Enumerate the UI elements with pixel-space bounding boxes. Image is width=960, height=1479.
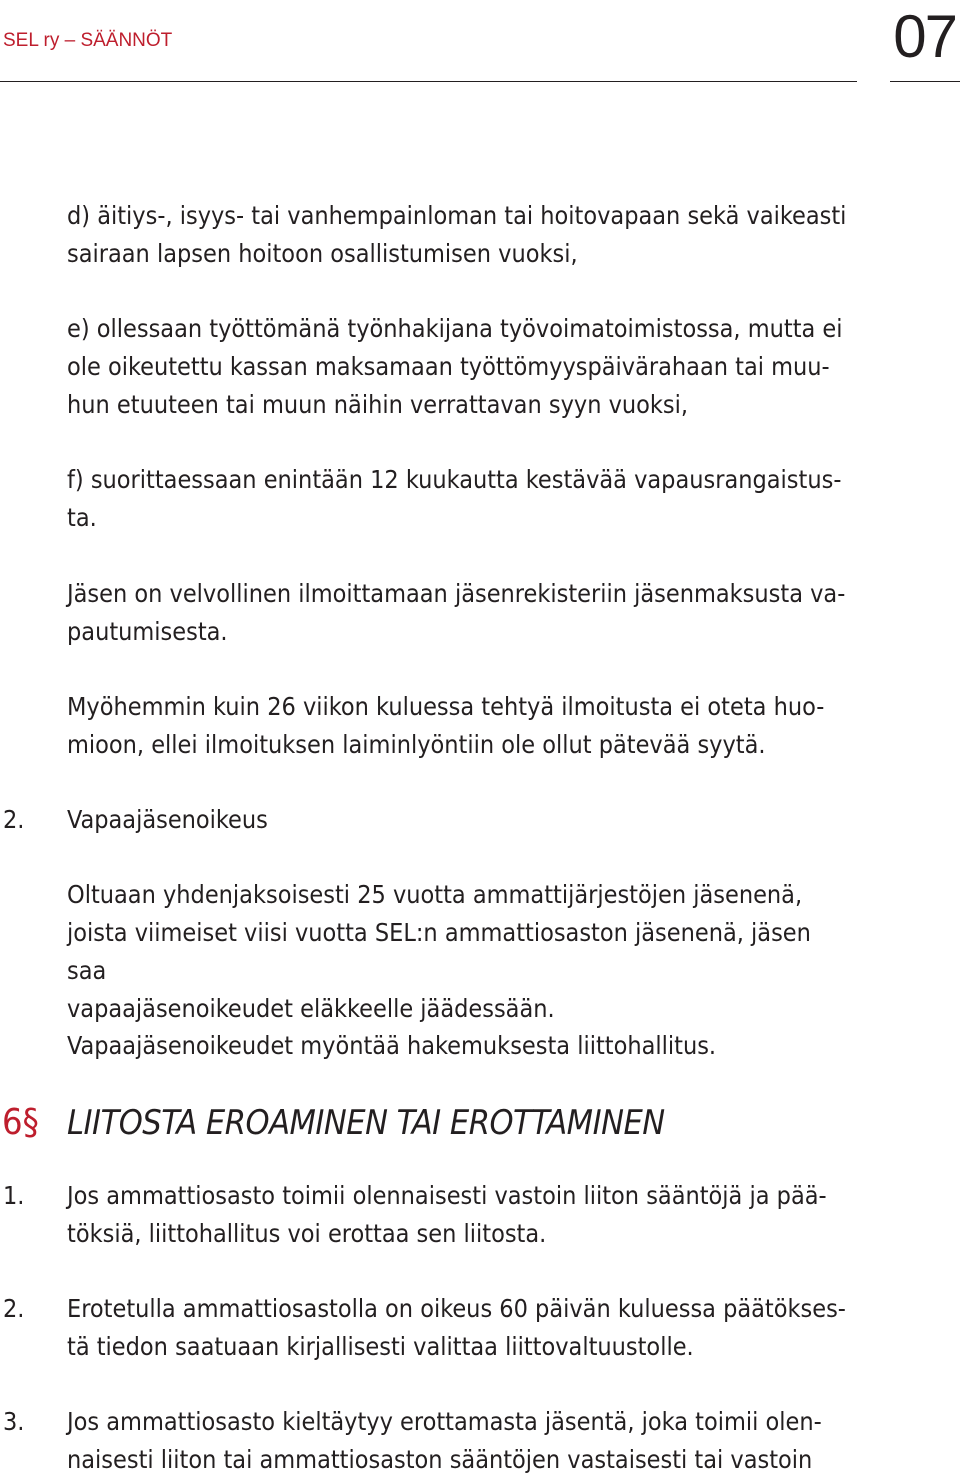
section-title: LIITOSTA EROAMINEN TAI EROTTAMINEN [67, 1103, 665, 1143]
page-number: 07 [893, 3, 956, 70]
paragraph-late-notification [67, 688, 855, 764]
subsection-number: 2. [3, 805, 25, 834]
section-item [67, 1177, 855, 1253]
text-line: naisesti liiton tai ammattiosaston sääntöjen vastaisesti tai vastoin [67, 1445, 813, 1474]
text-line: f) suorittaessaan enintään 12 kuukautta kestävää vapausrangaistus- [67, 465, 842, 494]
text-line: Oltuaan yhdenjaksoisesti 25 vuotta ammattijärjestöjen jäsenenä, [67, 880, 803, 909]
text-line: joista viimeiset viisi vuotta SEL:n ammattiosaston jäsenenä, jäsen saa [67, 918, 811, 985]
text-line: Jäsen on velvollinen ilmoittamaan jäsenrekisteriin jäsenmaksusta va- [67, 579, 846, 608]
document-header-title: SEL ry – SÄÄNNÖT [3, 30, 173, 51]
text-line: ole oikeutettu kassan maksamaan työttömyyspäivärahaan tai muu- [67, 352, 830, 381]
text-line: Vapaajäsenoikeudet myöntää hakemuksesta liittohallitus. [67, 1031, 717, 1060]
section-item [67, 1403, 855, 1479]
list-item-f [67, 461, 855, 537]
text-line: Myöhemmin kuin 26 viikon kuluessa tehtyä ilmoitusta ei oteta huo- [67, 692, 825, 721]
text-line: e) ollessaan työttömänä työnhakijana työvoimatoimistossa, mutta ei [67, 314, 843, 343]
paragraph-grant [67, 1027, 855, 1065]
header-divider [0, 81, 857, 82]
section-number: 6§ [2, 1102, 39, 1143]
list-item-e [67, 310, 855, 424]
header-divider-right [890, 81, 960, 82]
section-item-number: 3. [3, 1407, 25, 1436]
text-line: d) äitiys-, isyys- tai vanhempainloman tai hoitovapaan sekä vaikeasti [67, 201, 847, 230]
text-line: pautumisesta. [67, 617, 228, 646]
text-line: sairaan lapsen hoitoon osallistumisen vuoksi, [67, 239, 578, 268]
text-line: Jos ammattiosasto toimii olennaisesti vastoin liiton sääntöjä ja pää- [67, 1181, 827, 1210]
text-line: ta. [67, 503, 97, 532]
section-item-number: 2. [3, 1294, 25, 1323]
paragraph-notification-duty [67, 575, 855, 651]
list-item-d [67, 197, 855, 273]
text-line: mioon, ellei ilmoituksen laiminlyöntiin ole ollut pätevää syytä. [67, 730, 766, 759]
subsection-title [67, 801, 855, 839]
text-line: Jos ammattiosasto kieltäytyy erottamasta jäsentä, joka toimii olen- [67, 1407, 822, 1436]
section-item-number: 1. [3, 1181, 25, 1210]
text-line: vapaajäsenoikeudet eläkkeelle jäädessään. [67, 994, 555, 1023]
text-line: tä tiedon saatuaan kirjallisesti valittaa liittovaltuustolle. [67, 1332, 694, 1361]
subsection-title-text: Vapaajäsenoikeus [67, 805, 268, 834]
paragraph-free-membership [67, 876, 855, 1028]
section-item [67, 1290, 855, 1366]
text-line: hun etuuteen tai muun näihin verrattavan syyn vuoksi, [67, 390, 689, 419]
text-line: töksiä, liittohallitus voi erottaa sen liitosta. [67, 1219, 547, 1248]
text-line: Erotetulla ammattiosastolla on oikeus 60 päivän kuluessa päätökses- [67, 1294, 846, 1323]
